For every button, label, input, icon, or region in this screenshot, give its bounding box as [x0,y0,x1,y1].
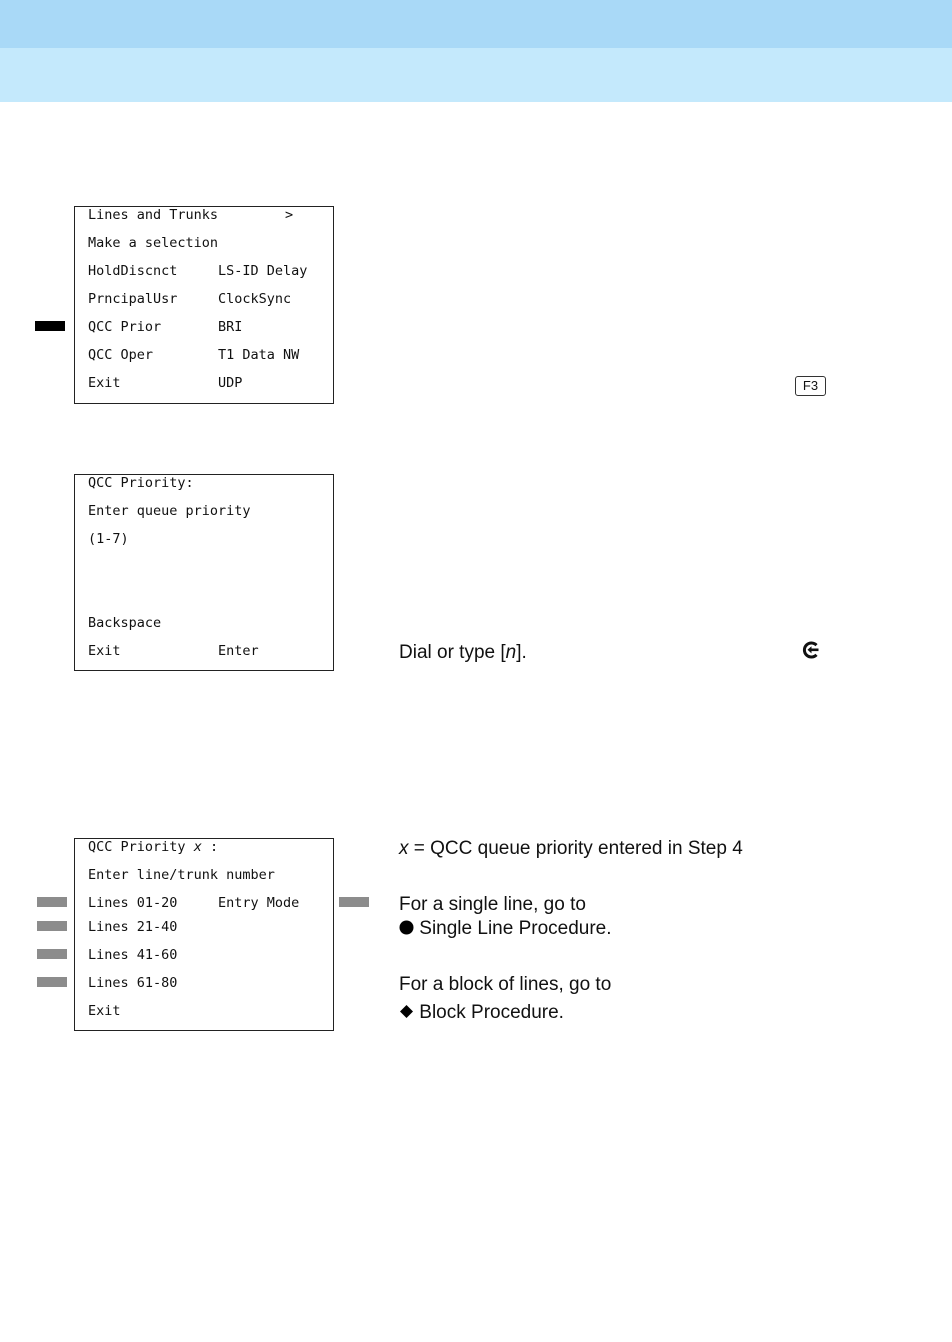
button-marker-lines-01-20 [37,897,67,907]
option-exit[interactable]: Exit [88,1003,121,1019]
screen-arrow: > [285,207,294,223]
title-suffix: : [209,839,219,855]
screen-prompt: Enter line/trunk number [88,867,275,883]
option-qcc-oper[interactable]: QCC Oper [88,347,154,363]
option-bri[interactable]: BRI [218,319,243,335]
enter-return-icon [801,640,821,660]
title-variable: x [193,839,202,855]
option-lines-01-20[interactable]: Lines 01-20 [88,895,178,911]
definition-variable: x [399,838,409,859]
screen-prompt: Enter queue priority [88,503,251,519]
dial-suffix: ]. [516,642,527,663]
dial-instruction [399,641,527,665]
display-screen-line-trunk [74,838,334,1031]
button-marker-lines-41-60 [37,949,67,959]
display-screen-lines-trunks [74,206,334,404]
title-prefix: QCC Priority [88,839,186,855]
option-lines-41-60[interactable]: Lines 41-60 [88,947,178,963]
screen-title [88,836,218,858]
option-exit[interactable]: Exit [88,643,121,659]
circle-bullet-icon [399,920,414,935]
header-band-top [0,0,952,48]
variable-definition [399,837,743,861]
dial-prefix: Dial or type [ [399,642,506,663]
option-lines-61-80[interactable]: Lines 61-80 [88,975,178,991]
definition-text: = QCC queue priority entered in Step 4 [408,838,743,859]
option-qcc-prior[interactable]: QCC Prior [88,319,162,335]
option-lines-21-40[interactable]: Lines 21-40 [88,919,178,935]
option-holddiscnct[interactable]: HoldDiscnct [88,263,178,279]
option-udp[interactable]: UDP [218,375,243,391]
option-exit[interactable]: Exit [88,375,121,391]
block-link-text[interactable]: Block Procedure. [419,1002,564,1023]
button-marker-entry-mode [339,897,369,907]
display-screen-qcc-priority [74,474,334,671]
header-band-bottom [0,48,952,102]
option-enter[interactable]: Enter [218,643,259,659]
option-prncipalusr[interactable]: PrncipalUsr [88,291,178,307]
button-marker-lines-61-80 [37,977,67,987]
screen-prompt: Make a selection [88,235,219,251]
block-intro: For a block of lines, go to [399,974,612,995]
f3-key-icon: F3 [795,376,826,396]
block-link [399,1001,564,1025]
selection-marker [35,321,65,331]
screen-title: Lines and Trunks [88,207,219,223]
option-entry-mode[interactable]: Entry Mode [218,895,300,911]
button-marker-lines-21-40 [37,921,67,931]
priority-range: (1-7) [88,531,129,547]
dial-variable: n [505,642,517,663]
single-line-link-text[interactable]: Single Line Procedure. [419,918,612,939]
diamond-bullet-icon [399,1004,414,1019]
option-t1-data-nw[interactable]: T1 Data NW [218,347,300,363]
single-line-link [399,917,612,941]
single-line-intro: For a single line, go to [399,894,586,915]
option-ls-id-delay[interactable]: LS-ID Delay [218,263,308,279]
option-backspace[interactable]: Backspace [88,615,162,631]
option-clocksync[interactable]: ClockSync [218,291,292,307]
screen-title: QCC Priority: [88,475,194,491]
